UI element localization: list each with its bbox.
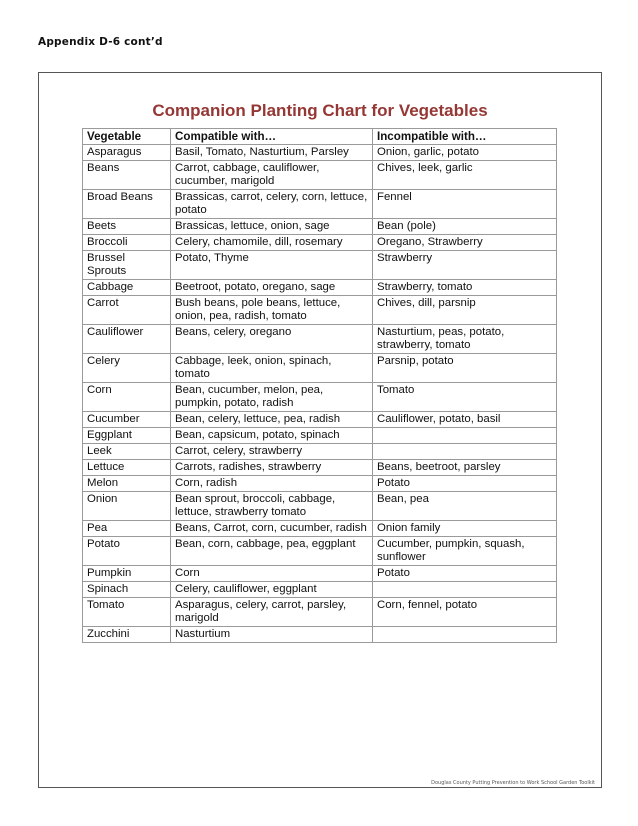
cell-compatible: Celery, cauliflower, eggplant <box>171 582 373 598</box>
table-row <box>83 412 557 428</box>
cell-vegetable: Tomato <box>83 598 171 627</box>
table-row <box>83 219 557 235</box>
cell-vegetable: Celery <box>83 354 171 383</box>
cell-compatible: Potato, Thyme <box>171 251 373 280</box>
cell-incompatible: Bean (pole) <box>373 219 557 235</box>
cell-vegetable: Potato <box>83 537 171 566</box>
cell-vegetable: Pumpkin <box>83 566 171 582</box>
column-header-vegetable: Vegetable <box>83 129 171 145</box>
cell-compatible: Brassicas, carrot, celery, corn, lettuce, potato <box>171 190 373 219</box>
cell-incompatible: Potato <box>373 476 557 492</box>
cell-compatible: Carrots, radishes, strawberry <box>171 460 373 476</box>
cell-vegetable: Asparagus <box>83 145 171 161</box>
table-row <box>83 521 557 537</box>
cell-incompatible: Tomato <box>373 383 557 412</box>
companion-planting-table <box>82 128 557 643</box>
cell-compatible: Bean, celery, lettuce, pea, radish <box>171 412 373 428</box>
cell-vegetable: Corn <box>83 383 171 412</box>
table-row <box>83 296 557 325</box>
cell-incompatible: Strawberry <box>373 251 557 280</box>
cell-vegetable: Broccoli <box>83 235 171 251</box>
cell-compatible: Carrot, celery, strawberry <box>171 444 373 460</box>
cell-compatible: Carrot, cabbage, cauliflower, cucumber, marigold <box>171 161 373 190</box>
cell-vegetable: Spinach <box>83 582 171 598</box>
cell-vegetable: Carrot <box>83 296 171 325</box>
table-header-row <box>83 129 557 145</box>
cell-compatible: Nasturtium <box>171 627 373 643</box>
cell-compatible: Celery, chamomile, dill, rosemary <box>171 235 373 251</box>
table-row <box>83 235 557 251</box>
cell-vegetable: Cabbage <box>83 280 171 296</box>
cell-incompatible: Oregano, Strawberry <box>373 235 557 251</box>
cell-incompatible <box>373 444 557 460</box>
table-row <box>83 444 557 460</box>
table-row <box>83 325 557 354</box>
table-row <box>83 190 557 219</box>
cell-incompatible: Corn, fennel, potato <box>373 598 557 627</box>
cell-vegetable: Brussel Sprouts <box>83 251 171 280</box>
cell-incompatible: Potato <box>373 566 557 582</box>
cell-incompatible: Bean, pea <box>373 492 557 521</box>
cell-incompatible: Chives, dill, parsnip <box>373 296 557 325</box>
cell-compatible: Basil, Tomato, Nasturtium, Parsley <box>171 145 373 161</box>
cell-compatible: Beans, Carrot, corn, cucumber, radish <box>171 521 373 537</box>
column-header-incompatible: Incompatible with… <box>373 129 557 145</box>
column-header-compatible: Compatible with… <box>171 129 373 145</box>
cell-vegetable: Broad Beans <box>83 190 171 219</box>
cell-compatible: Corn <box>171 566 373 582</box>
cell-vegetable: Zucchini <box>83 627 171 643</box>
cell-compatible: Brassicas, lettuce, onion, sage <box>171 219 373 235</box>
table-row <box>83 582 557 598</box>
cell-incompatible: Beans, beetroot, parsley <box>373 460 557 476</box>
cell-vegetable: Beets <box>83 219 171 235</box>
cell-vegetable: Pea <box>83 521 171 537</box>
table-row <box>83 598 557 627</box>
table-row <box>83 566 557 582</box>
cell-incompatible: Parsnip, potato <box>373 354 557 383</box>
table-row <box>83 280 557 296</box>
cell-vegetable: Cauliflower <box>83 325 171 354</box>
cell-incompatible: Cucumber, pumpkin, squash, sunflower <box>373 537 557 566</box>
cell-incompatible: Chives, leek, garlic <box>373 161 557 190</box>
table-row <box>83 145 557 161</box>
cell-vegetable: Onion <box>83 492 171 521</box>
chart-frame <box>38 72 602 788</box>
cell-incompatible: Onion, garlic, potato <box>373 145 557 161</box>
chart-title: Companion Planting Chart for Vegetables <box>152 101 488 120</box>
cell-incompatible: Onion family <box>373 521 557 537</box>
table-row <box>83 537 557 566</box>
appendix-label: Appendix D-6 cont’d <box>38 36 163 48</box>
table-row <box>83 428 557 444</box>
cell-incompatible <box>373 428 557 444</box>
table-row <box>83 251 557 280</box>
cell-compatible: Bush beans, pole beans, lettuce, onion, pea, radish, tomato <box>171 296 373 325</box>
table-row <box>83 476 557 492</box>
cell-vegetable: Melon <box>83 476 171 492</box>
cell-compatible: Beans, celery, oregano <box>171 325 373 354</box>
table-row <box>83 161 557 190</box>
cell-vegetable: Cucumber <box>83 412 171 428</box>
cell-compatible: Bean, corn, cabbage, pea, eggplant <box>171 537 373 566</box>
cell-incompatible <box>373 582 557 598</box>
cell-vegetable: Leek <box>83 444 171 460</box>
cell-incompatible: Cauliflower, potato, basil <box>373 412 557 428</box>
table-row <box>83 460 557 476</box>
cell-compatible: Bean sprout, broccoli, cabbage, lettuce, strawberry tomato <box>171 492 373 521</box>
cell-compatible: Corn, radish <box>171 476 373 492</box>
footer-credit: Douglas County Putting Prevention to Work School Garden Toolkit <box>431 780 595 786</box>
cell-vegetable: Beans <box>83 161 171 190</box>
cell-compatible: Bean, cucumber, melon, pea, pumpkin, potato, radish <box>171 383 373 412</box>
cell-incompatible <box>373 627 557 643</box>
table-row <box>83 354 557 383</box>
cell-incompatible: Nasturtium, peas, potato, strawberry, tomato <box>373 325 557 354</box>
cell-vegetable: Lettuce <box>83 460 171 476</box>
table-row <box>83 383 557 412</box>
cell-compatible: Cabbage, leek, onion, spinach, tomato <box>171 354 373 383</box>
table-row <box>83 627 557 643</box>
table-row <box>83 492 557 521</box>
cell-incompatible: Strawberry, tomato <box>373 280 557 296</box>
cell-compatible: Beetroot, potato, oregano, sage <box>171 280 373 296</box>
cell-incompatible: Fennel <box>373 190 557 219</box>
cell-vegetable: Eggplant <box>83 428 171 444</box>
cell-compatible: Asparagus, celery, carrot, parsley, marigold <box>171 598 373 627</box>
cell-compatible: Bean, capsicum, potato, spinach <box>171 428 373 444</box>
